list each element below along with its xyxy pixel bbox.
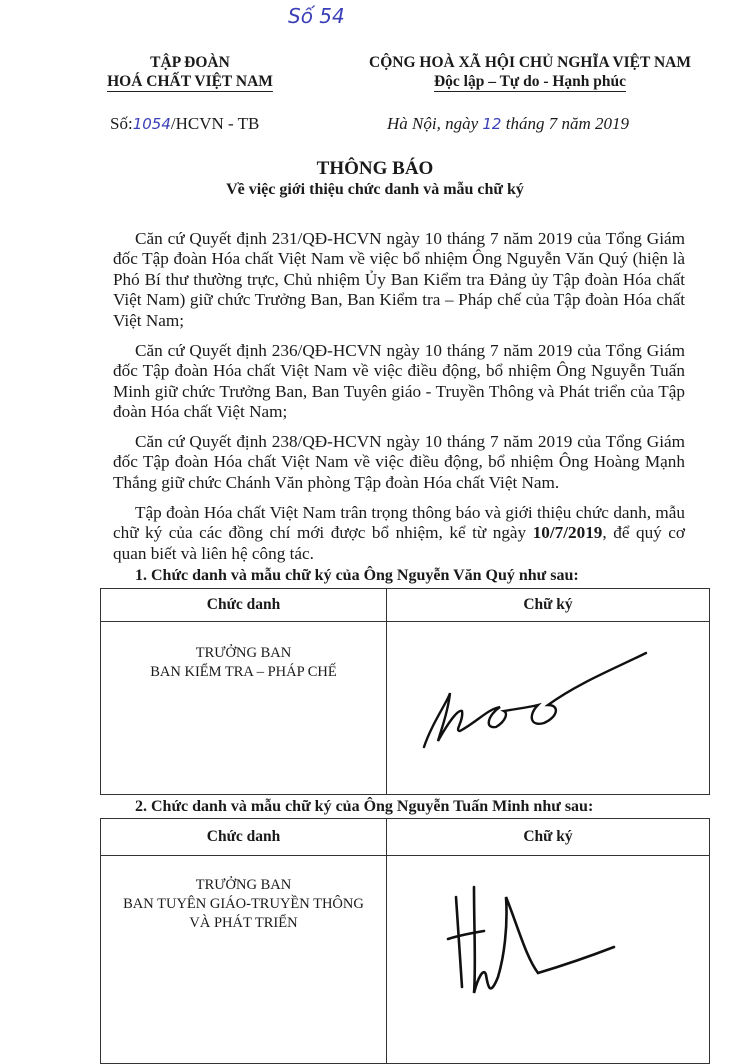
paragraph-text: Căn cứ Quyết định 236/QĐ-HCVN ngày 10 tháng 7 năm 2019 của Tổng Giám đốc Tập đoàn Hóa chất Việt Nam về việc điều động, bổ nhiệm Ông Nguyễn Tuấn Minh giữ chức Trưởng Ban, Ban Tuyên giáo - Truyền Thông và Phát triển của Tập đoàn Hóa chất Việt Nam; xyxy=(113,341,685,422)
nation-line-2: Độc lập – Tự do - Hạnh phúc xyxy=(433,73,627,90)
handwritten-note: Số 54 xyxy=(288,4,345,28)
closing-text: Tập đoàn Hóa chất Việt Nam trân trọng thông báo và giới thiệu chức danh, mẫu chữ ký của các đồng chí mới được bổ nhiệm, kể từ ngày xyxy=(113,503,685,543)
role-line: TRƯỞNG BAN xyxy=(195,645,292,661)
column-header-title: Chức danh xyxy=(101,819,387,856)
role-cell xyxy=(101,622,387,795)
signature-table-2 xyxy=(100,818,710,1064)
issuing-org xyxy=(90,53,290,91)
date-day-handwritten: 12 xyxy=(482,115,502,133)
doc-number-suffix: /HCVN - TB xyxy=(170,114,260,133)
signature-table-1 xyxy=(100,588,710,795)
paragraph-1 xyxy=(113,229,685,331)
national-motto xyxy=(340,53,720,91)
column-header-signature: Chữ ký xyxy=(387,589,710,622)
org-line-1: TẬP ĐOÀN xyxy=(150,54,230,71)
doc-number-handwritten: 1054 xyxy=(132,115,171,133)
role-line: BAN TUYÊN GIÁO-TRUYỀN THÔNG xyxy=(123,896,364,912)
role-cell xyxy=(101,856,387,1064)
role-line: TRƯỞNG BAN xyxy=(195,877,292,893)
effective-date: 10/7/2019 xyxy=(532,523,603,543)
date-suffix: tháng 7 năm 2019 xyxy=(505,114,629,133)
signature-image xyxy=(388,623,708,788)
signature-image xyxy=(388,857,708,1057)
paragraph-2 xyxy=(113,341,685,423)
role-line: VÀ PHÁT TRIỂN xyxy=(189,915,298,931)
role-line: BAN KIỂM TRA – PHÁP CHẾ xyxy=(150,664,337,680)
paragraph-3 xyxy=(113,432,685,493)
section-2-heading: 2. Chức danh và mẫu chữ ký của Ông Nguyễn Tuấn Minh như sau: xyxy=(135,798,594,815)
document-number xyxy=(110,114,259,134)
signature-cell xyxy=(387,856,710,1064)
paragraph-closing xyxy=(113,503,685,564)
signature-cell xyxy=(387,622,710,795)
document-date xyxy=(387,114,629,134)
column-header-title: Chức danh xyxy=(101,589,387,622)
section-1-heading: 1. Chức danh và mẫu chữ ký của Ông Nguyễn Văn Quý như sau: xyxy=(135,567,579,584)
column-header-signature: Chữ ký xyxy=(387,819,710,856)
closing-text-end: , để quý cơ quan biết và liên hệ công tác. xyxy=(113,523,685,563)
doc-number-prefix: Số: xyxy=(110,114,133,133)
org-line-2: HOÁ CHẤT VIỆT NAM xyxy=(107,73,273,90)
paragraph-text: Căn cứ Quyết định 231/QĐ-HCVN ngày 10 tháng 7 năm 2019 của Tổng Giám đốc Tập đoàn Hóa chất Việt Nam về việc bổ nhiệm Ông Nguyễn Văn Quý (hiện là Phó Bí thư thường trực, Chủ nhiệm Ủy Ban Kiểm tra Đảng ủy Tập đoàn Hóa chất Việt Nam) giữ chức Trưởng Ban, Ban Kiểm tra – Pháp chế của Tập đoàn Hóa chất Việt Nam; xyxy=(113,229,685,330)
date-prefix: Hà Nội, ngày xyxy=(387,114,479,133)
document-subtitle: Về việc giới thiệu chức danh và mẫu chữ ký xyxy=(226,181,524,198)
nation-line-1: CỘNG HOÀ XÃ HỘI CHỦ NGHĨA VIỆT NAM xyxy=(369,54,691,71)
paragraph-text: Căn cứ Quyết định 238/QĐ-HCVN ngày 10 tháng 7 năm 2019 của Tổng Giám đốc Tập đoàn Hóa chất Việt Nam về việc điều động, bổ nhiệm Ông Hoàng Mạnh Thắng giữ chức Chánh Văn phòng Tập đoàn Hóa chất Việt Nam. xyxy=(113,432,685,492)
document-title: THÔNG BÁO xyxy=(316,158,434,179)
